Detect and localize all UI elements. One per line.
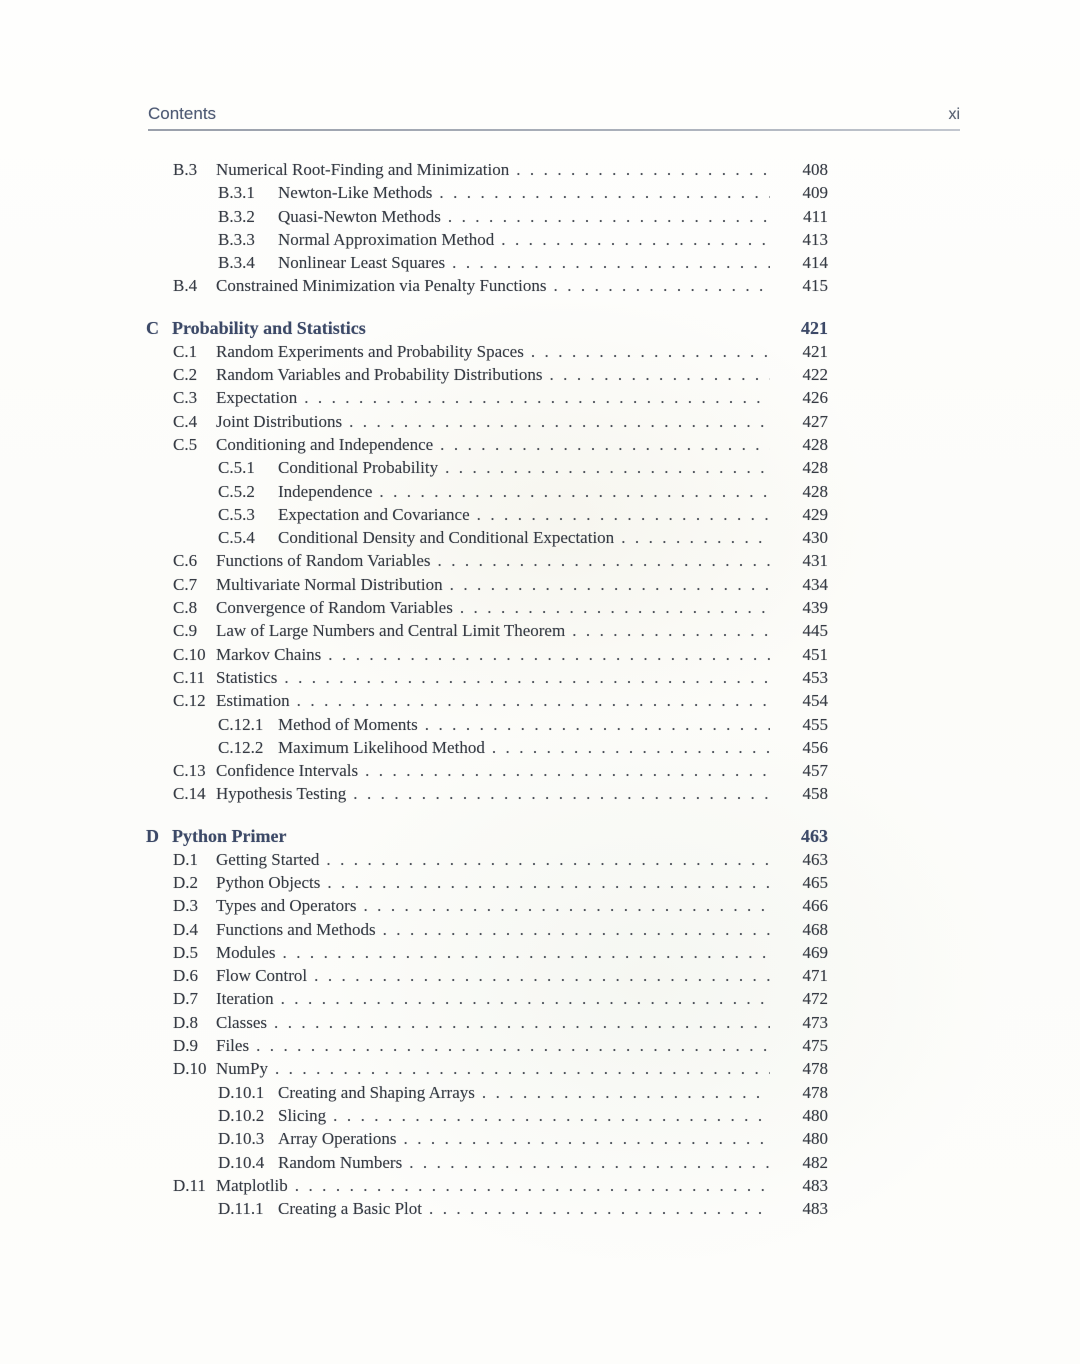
toc-entry-number: C.2 (173, 365, 198, 385)
dot-leader (438, 551, 770, 571)
toc-entry-title: Confidence Intervals (216, 761, 359, 781)
dot-leader (326, 850, 770, 870)
toc-entry-page: 478 (802, 1059, 828, 1079)
dot-leader (256, 1036, 770, 1056)
toc-entry-title: Types and Operators (216, 896, 357, 916)
toc-entry-number: D.3 (173, 896, 199, 916)
toc-entry-number: D.10.4 (218, 1152, 265, 1172)
dot-leader (445, 458, 770, 478)
page-folio: xi (948, 106, 960, 123)
toc-entry-page: 469 (802, 942, 828, 962)
toc-entry-page: 468 (802, 919, 828, 939)
dot-leader (516, 160, 770, 180)
toc-entry-page: 445 (802, 621, 828, 641)
dot-leader (283, 943, 771, 963)
toc-entry-title: Functions and Methods (216, 919, 376, 939)
toc-entry-title: Conditional Density and Conditional Expectation (278, 528, 615, 548)
dot-leader (349, 412, 770, 432)
toc-entry-title: Conditional Probability (278, 458, 439, 478)
toc-row (146, 850, 828, 873)
toc-entry-page: 453 (802, 667, 828, 687)
toc-entry-title: Files (216, 1036, 250, 1056)
dot-leader (531, 342, 770, 362)
toc-row (146, 505, 828, 528)
toc-entry-title: Functions of Random Variables (216, 551, 431, 571)
toc-row (146, 668, 828, 691)
toc-row (146, 784, 828, 807)
toc-entry-page: 415 (802, 276, 828, 296)
toc-entry-number: C.12 (173, 691, 206, 711)
toc-entry-number: C.12.2 (218, 737, 264, 757)
toc-entry-title: Creating and Shaping Arrays (278, 1082, 475, 1102)
toc-entry-page: 421 (802, 341, 828, 361)
dot-leader (429, 1199, 770, 1219)
toc-row (146, 715, 828, 738)
toc-row (146, 691, 828, 714)
dot-leader (492, 738, 770, 758)
toc-entry-title: Python Objects (216, 872, 321, 892)
toc-entry-number: D.8 (173, 1012, 199, 1032)
toc-row (146, 598, 828, 621)
dot-leader (295, 1176, 770, 1196)
toc-entry-title: Creating a Basic Plot (278, 1199, 423, 1219)
toc-entry-page: 473 (802, 1012, 828, 1032)
toc-row (146, 738, 828, 761)
toc-entry-page: 456 (802, 737, 828, 757)
toc-row (146, 276, 828, 299)
dot-leader (409, 1153, 770, 1173)
toc-entry-page: 430 (802, 528, 828, 548)
toc-entry-page: 454 (802, 691, 828, 711)
dot-leader (284, 668, 770, 688)
toc-entry-page: 483 (802, 1199, 828, 1219)
toc-entry-page: 426 (802, 388, 828, 408)
toc-row (146, 318, 828, 341)
toc-entry-number: C.8 (173, 598, 198, 618)
running-head-title: Contents (148, 104, 217, 123)
toc-entry-title: Matplotlib (216, 1175, 288, 1195)
dot-leader (365, 761, 770, 781)
toc-row (146, 761, 828, 784)
toc-row (146, 207, 828, 230)
dot-leader (297, 691, 770, 711)
toc-row (146, 342, 828, 365)
toc-row (146, 412, 828, 435)
toc-entry-page: 463 (802, 849, 828, 869)
toc-row (146, 458, 828, 481)
toc-row (146, 826, 828, 849)
toc-entry-number: B.4 (173, 276, 198, 296)
toc-entry-page: 429 (802, 504, 828, 524)
dot-leader (477, 505, 770, 525)
toc-entry-page: 428 (802, 481, 828, 501)
toc-row (146, 989, 828, 1012)
toc-entry-page: 472 (802, 989, 828, 1009)
toc-row (146, 943, 828, 966)
dot-leader (383, 920, 770, 940)
toc-entry-page: 478 (802, 1082, 828, 1102)
toc-entry-page: 480 (802, 1129, 828, 1149)
toc-row (146, 482, 828, 505)
toc-entry-title: Expectation (216, 388, 298, 408)
toc-entry-number: D.1 (173, 849, 199, 869)
dot-leader (439, 183, 770, 203)
toc-entry-title: Method of Moments (278, 714, 418, 734)
toc-entry-page: 428 (802, 434, 828, 454)
toc-entry-number: D.11 (173, 1175, 206, 1195)
toc-entry-number: B.3.2 (218, 206, 255, 226)
dot-leader (327, 873, 770, 893)
toc-row (146, 1083, 828, 1106)
dot-leader (501, 230, 770, 250)
toc-entry-title: Markov Chains (216, 644, 322, 664)
toc-entry-page: 409 (802, 183, 828, 203)
toc-entry-page: 455 (802, 714, 828, 734)
toc-row (146, 645, 828, 668)
toc-entry-title: Multivariate Normal Distribution (216, 574, 443, 594)
toc-entry-page: 431 (802, 551, 828, 571)
toc-entry-title: Maximum Likelihood Method (278, 737, 485, 757)
dot-leader (448, 207, 770, 227)
dot-leader (554, 276, 770, 296)
toc-entry-number: C.7 (173, 574, 198, 594)
toc-row (146, 183, 828, 206)
toc-entry-page: 421 (801, 318, 828, 339)
toc-entry-page: 413 (802, 229, 828, 249)
toc-entry-number: D.4 (173, 919, 199, 939)
toc-entry-page: 427 (802, 411, 828, 431)
toc-entry-number: D.11.1 (218, 1199, 264, 1219)
toc-entry-title: Probability and Statistics (172, 318, 366, 339)
toc-entry-page: 480 (802, 1105, 828, 1125)
toc-entry-number: C.9 (173, 621, 198, 641)
toc-list (146, 160, 828, 1222)
toc-entry-title: Getting Started (216, 849, 320, 869)
toc-entry-title: Slicing (278, 1105, 327, 1125)
dot-leader (425, 715, 770, 735)
toc-row (146, 160, 828, 183)
toc-entry-title: Normal Approximation Method (278, 229, 495, 249)
toc-row (146, 435, 828, 458)
dot-leader (333, 1106, 770, 1126)
toc-entry-number: D.7 (173, 989, 199, 1009)
header-rule (148, 129, 960, 131)
toc-entry-page: 434 (802, 574, 828, 594)
dot-leader (304, 388, 770, 408)
dot-leader (450, 575, 770, 595)
toc-entry-page: 463 (801, 826, 828, 847)
running-head (148, 104, 960, 124)
toc-row (146, 365, 828, 388)
toc-entry-number: C.5.3 (218, 504, 255, 524)
dot-leader (275, 1059, 770, 1079)
toc-row (146, 896, 828, 919)
toc-entry-number: C.5.4 (218, 528, 255, 548)
dot-leader (274, 1013, 770, 1033)
toc-entry-page: 465 (802, 872, 828, 892)
toc-entry-number: C.5 (173, 434, 198, 454)
toc-row (146, 551, 828, 574)
toc-row (146, 1059, 828, 1082)
dot-leader (281, 989, 770, 1009)
toc-row (146, 253, 828, 276)
dot-leader (363, 896, 770, 916)
toc-entry-number: B.3.1 (218, 183, 255, 203)
toc-entry-page: 475 (802, 1036, 828, 1056)
toc-entry-number: C.5.2 (218, 481, 255, 501)
toc-row (146, 1106, 828, 1129)
toc-entry-title: Random Variables and Probability Distributions (216, 365, 543, 385)
toc-entry-title: Expectation and Covariance (278, 504, 470, 524)
toc-entry-title: Law of Large Numbers and Central Limit Theorem (216, 621, 566, 641)
dot-leader (404, 1129, 771, 1149)
toc-entry-number: C.10 (173, 644, 206, 664)
toc-entry-page: 414 (802, 253, 828, 273)
toc-row (146, 1176, 828, 1199)
toc-entry-title: Random Experiments and Probability Spaces (216, 341, 524, 361)
toc-entry-number: D.5 (173, 942, 199, 962)
toc-entry-number: C.3 (173, 388, 198, 408)
toc-entry-page: 457 (802, 761, 828, 781)
toc-entry-number: C.11 (173, 667, 205, 687)
dot-leader (314, 966, 770, 986)
toc-entry-number: D (146, 826, 159, 847)
toc-entry-number: C (146, 318, 159, 339)
toc-entry-number: D.6 (173, 966, 199, 986)
toc-row (146, 230, 828, 253)
toc-row (146, 1036, 828, 1059)
toc-entry-page: 411 (803, 206, 828, 226)
toc-entry-number: C.4 (173, 411, 198, 431)
toc-entry-number: D.10.1 (218, 1082, 265, 1102)
dot-leader (621, 528, 770, 548)
dot-leader (440, 435, 770, 455)
toc-entry-number: C.6 (173, 551, 198, 571)
toc-row (146, 1199, 828, 1222)
toc-entry-page: 466 (802, 896, 828, 916)
toc-entry-page: 458 (802, 784, 828, 804)
toc-entry-number: C.12.1 (218, 714, 264, 734)
toc-entry-title: Convergence of Random Variables (216, 598, 453, 618)
toc-entry-page: 408 (802, 160, 828, 179)
toc-entry-title: NumPy (216, 1059, 268, 1079)
dot-leader (452, 253, 770, 273)
toc-entry-page: 428 (802, 458, 828, 478)
toc-entry-title: Nonlinear Least Squares (278, 253, 446, 273)
toc-entry-title: Newton-Like Methods (278, 183, 433, 203)
toc-entry-title: Array Operations (278, 1129, 397, 1149)
toc-entry-page: 422 (802, 365, 828, 385)
toc-entry-title: Modules (216, 942, 276, 962)
toc-entry-page: 483 (802, 1175, 828, 1195)
toc-entry-title: Random Numbers (278, 1152, 403, 1172)
dot-leader (379, 482, 770, 502)
toc-row (146, 388, 828, 411)
dot-leader (549, 365, 770, 385)
toc-entry-number: B.3.4 (218, 253, 255, 273)
toc-entry-number: D.2 (173, 872, 199, 892)
toc-entry-title: Statistics (216, 667, 278, 687)
toc-entry-number: D.10.3 (218, 1129, 265, 1149)
toc-entry-title: Independence (278, 481, 373, 501)
toc-row (146, 575, 828, 598)
toc-entry-number: D.9 (173, 1036, 199, 1056)
toc-entry-number: D.10.2 (218, 1105, 265, 1125)
toc-entry-number: C.13 (173, 761, 206, 781)
toc-row (146, 1013, 828, 1036)
toc-row (146, 1153, 828, 1176)
toc-entry-title: Flow Control (216, 966, 308, 986)
toc-entry-number: C.1 (173, 341, 198, 361)
dot-leader (460, 598, 770, 618)
toc-row (146, 621, 828, 644)
toc-row (146, 920, 828, 943)
toc-entry-title: Constrained Minimization via Penalty Functions (216, 276, 547, 296)
toc-entry-number: C.14 (173, 784, 206, 804)
dot-leader (482, 1083, 770, 1103)
toc-entry-title: Estimation (216, 691, 290, 711)
toc-row (146, 528, 828, 551)
toc-entry-number: D.10 (173, 1059, 207, 1079)
toc-entry-number: B.3 (173, 160, 198, 179)
dot-leader (328, 645, 770, 665)
toc-entry-page: 439 (802, 598, 828, 618)
dot-leader (353, 784, 770, 804)
toc-entry-page: 482 (802, 1152, 828, 1172)
toc-entry-page: 471 (802, 966, 828, 986)
toc-entry-title: Joint Distributions (216, 411, 343, 431)
toc-entry-title: Quasi-Newton Methods (278, 206, 441, 226)
toc-entry-title: Conditioning and Independence (216, 434, 434, 454)
toc-entry-title: Classes (216, 1012, 267, 1032)
dot-leader (572, 621, 770, 641)
toc-entry-page: 451 (802, 644, 828, 664)
toc-row (146, 873, 828, 896)
toc-row (146, 1129, 828, 1152)
toc-entry-number: B.3.3 (218, 229, 255, 249)
toc-entry-title: Hypothesis Testing (216, 784, 347, 804)
toc-row (146, 966, 828, 989)
toc-entry-title: Numerical Root-Finding and Minimization (216, 160, 510, 179)
toc-entry-number: C.5.1 (218, 458, 255, 478)
toc-entry-title: Iteration (216, 989, 274, 1009)
toc-entry-title: Python Primer (172, 826, 287, 847)
